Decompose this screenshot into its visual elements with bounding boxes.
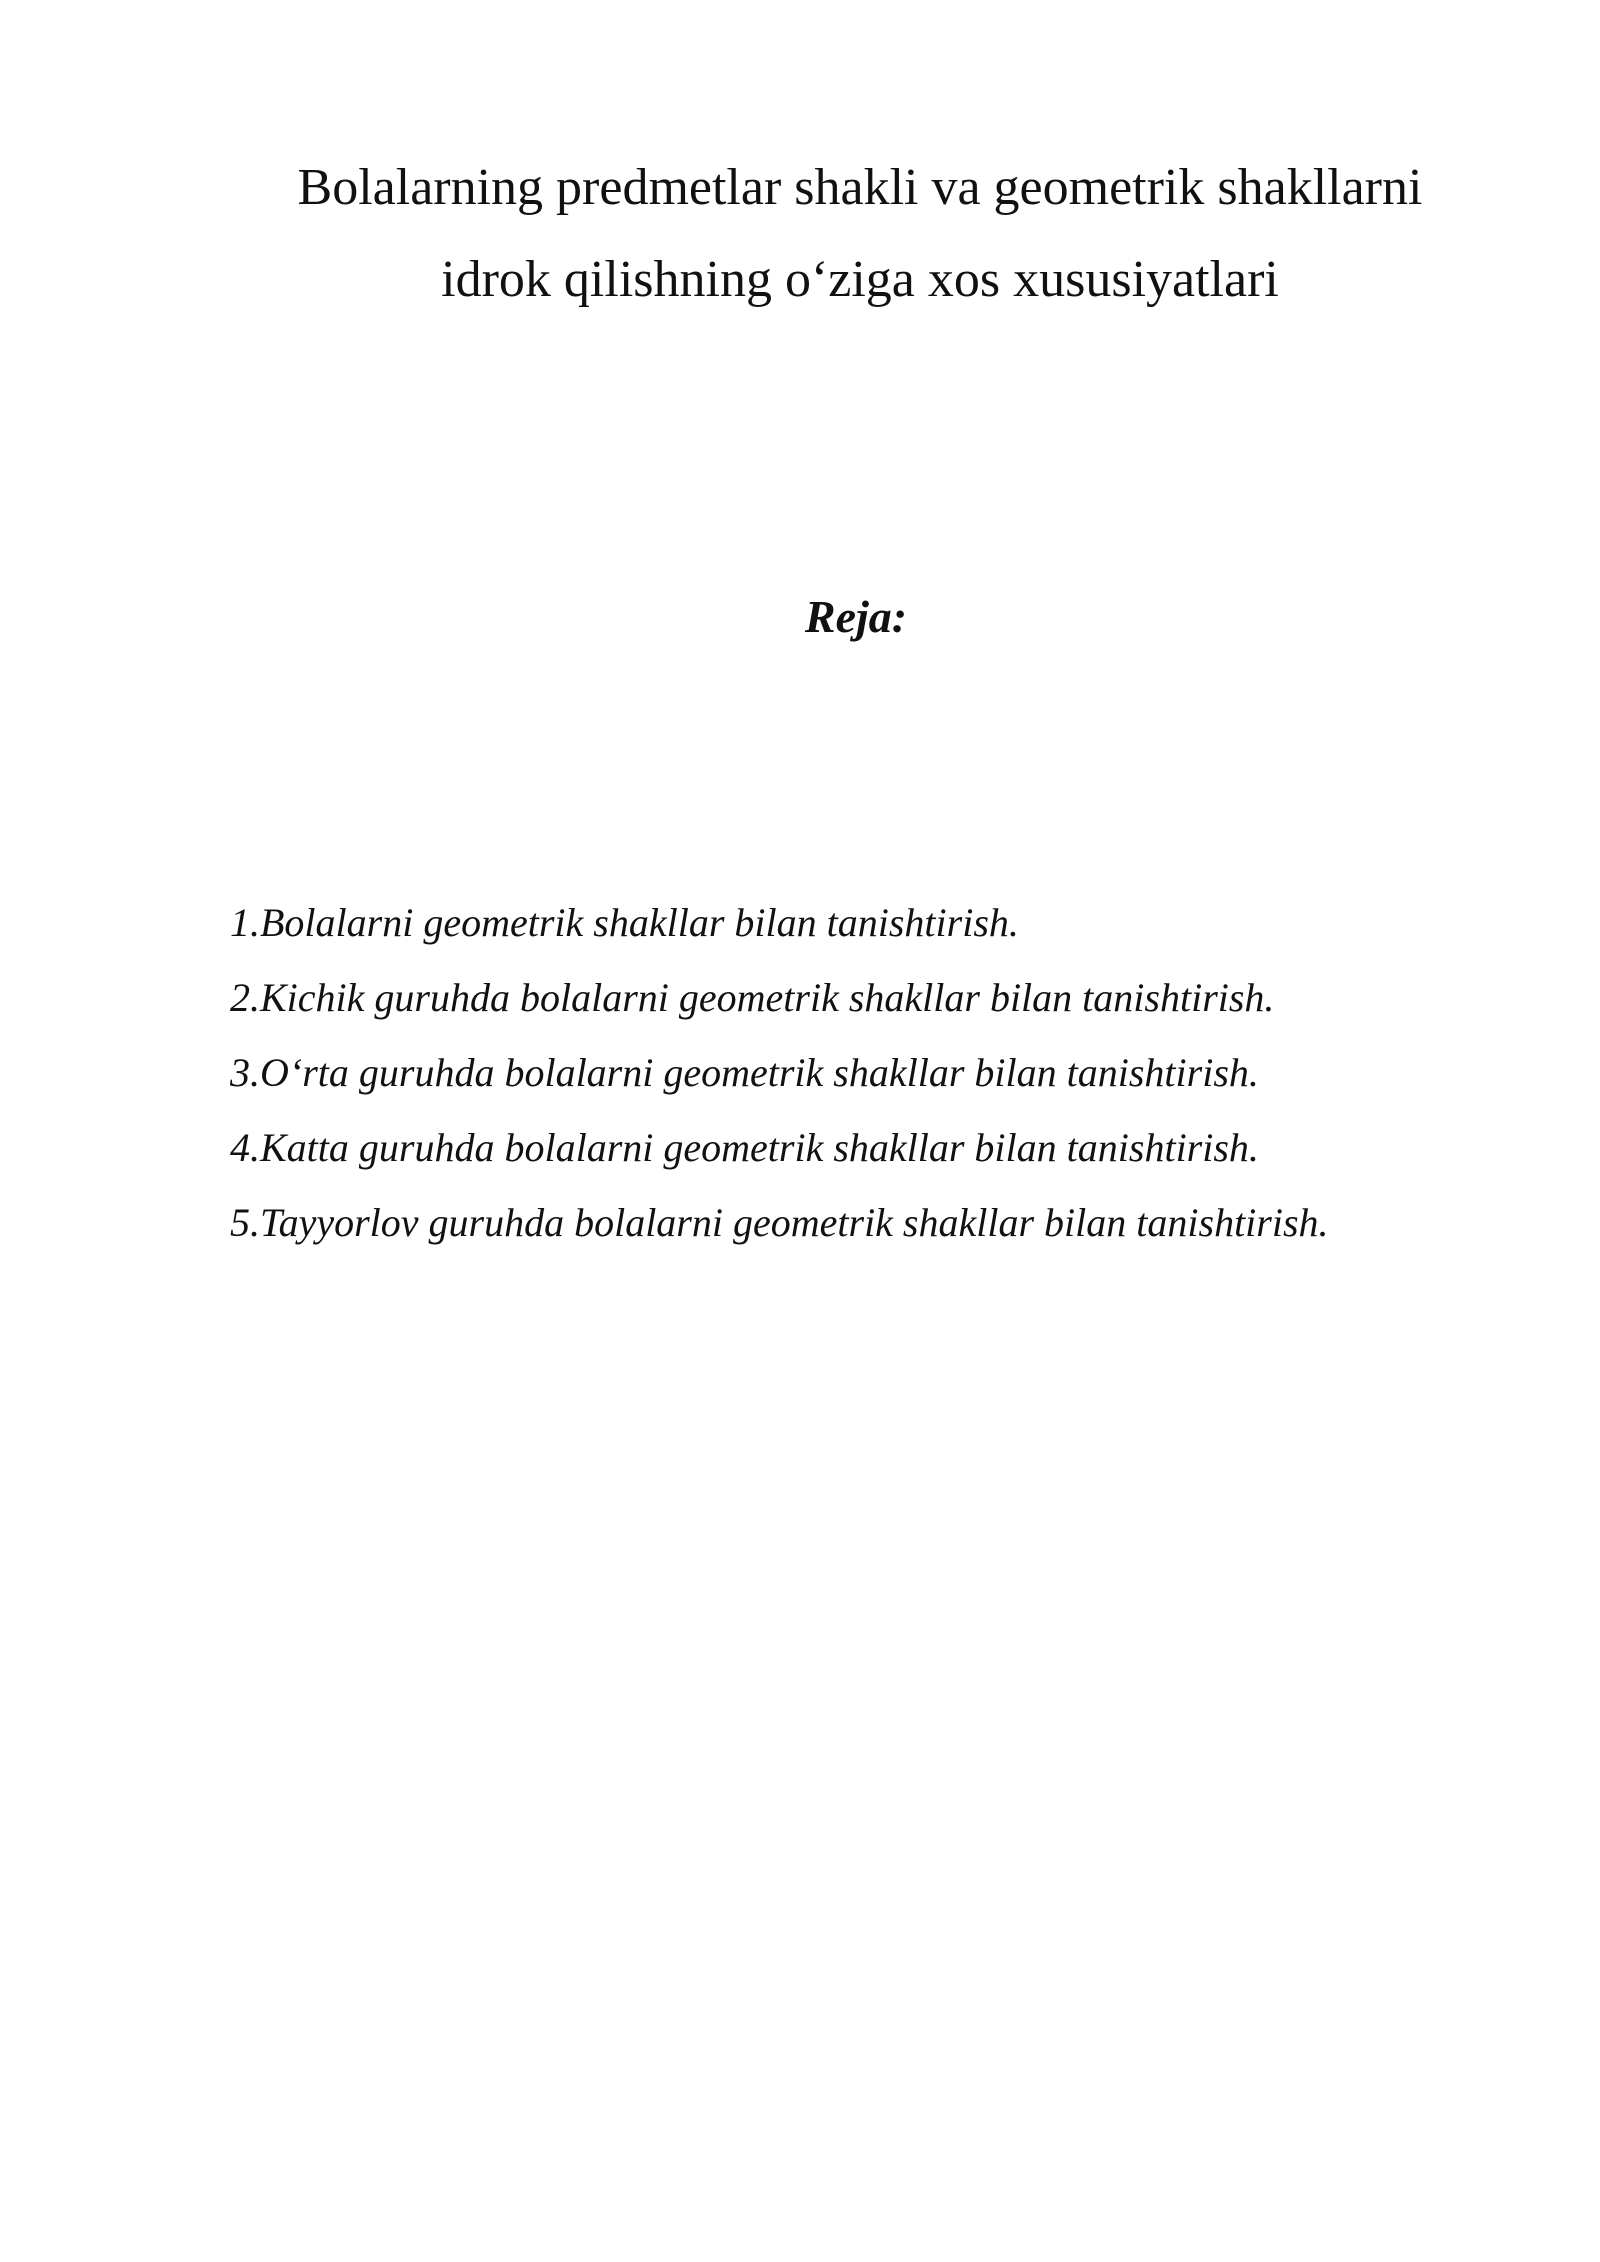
plan-list xyxy=(230,900,1329,1275)
plan-heading: Reja: xyxy=(804,591,908,642)
document-title-line-2: idrok qilishning o‘ziga xos xususiyatlari xyxy=(441,251,1279,308)
plan-item-2: 2.Kichik guruhda bolalarni geometrik shakllar bilan tanishtirish. xyxy=(230,975,1275,1020)
plan-item-5: 5.Tayyorlov guruhda bolalarni geometrik shakllar bilan tanishtirish. xyxy=(230,1200,1329,1245)
plan-item-3: 3.O‘rta guruhda bolalarni geometrik shakllar bilan tanishtirish. xyxy=(230,1050,1259,1095)
plan-item-1: 1.Bolalarni geometrik shakllar bilan tanishtirish. xyxy=(230,900,1019,945)
document-title-line-1: Bolalarning predmetlar shakli va geometrik shakllarni xyxy=(297,159,1423,216)
plan-item-4: 4.Katta guruhda bolalarni geometrik shakllar bilan tanishtirish. xyxy=(230,1125,1259,1170)
